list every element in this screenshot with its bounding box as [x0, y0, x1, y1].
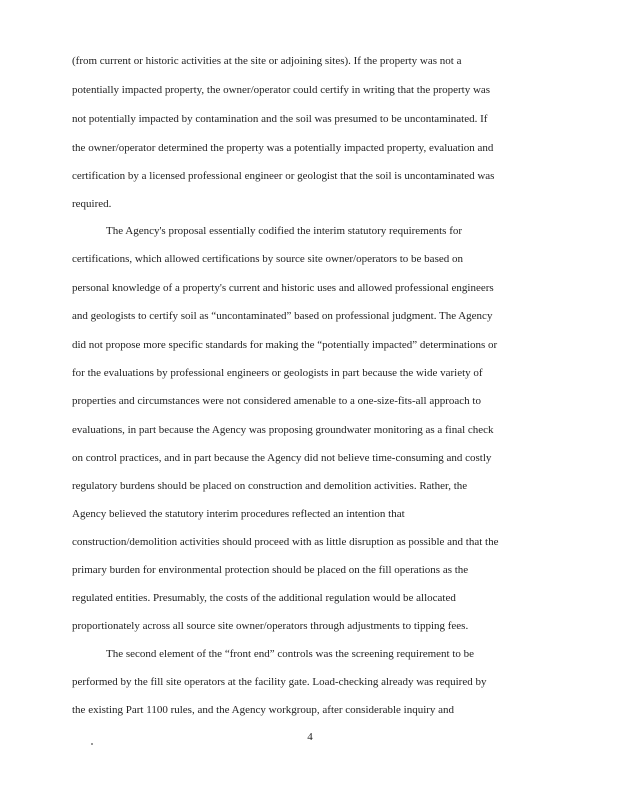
text-line: potentially impacted property, the owner/operator could certify in writing that the property was	[72, 84, 491, 96]
text-line: the existing Part 1100 rules, and the Agency workgroup, after considerable inquiry and	[72, 704, 455, 716]
text-line: did not propose more specific standards for making the “potentially impacted” determinations or	[72, 339, 498, 351]
text-line: regulatory burdens should be placed on construction and demolition activities. Rather, the	[72, 480, 468, 492]
text-line: certification by a licensed professional engineer or geologist that the soil is uncontaminated was	[72, 170, 495, 182]
text-line: (from current or historic activities at the site or adjoining sites). If the property was not a	[72, 55, 462, 67]
text-line: on control practices, and in part because the Agency did not believe time-consuming and costly	[72, 452, 492, 464]
scan-speck	[91, 743, 93, 745]
text-line: The second element of the “front end” controls was the screening requirement to be	[106, 648, 475, 660]
text-line: required.	[72, 198, 112, 210]
text-line: for the evaluations by professional engineers or geologists in part because the wide variety of	[72, 367, 483, 379]
text-line: personal knowledge of a property's current and historic uses and allowed professional engineers	[72, 282, 494, 294]
text-line: certifications, which allowed certifications by source site owner/operators to be based on	[72, 253, 463, 265]
text-line: proportionately across all source site owner/operators through adjustments to tipping fees.	[72, 620, 469, 632]
text-line: the owner/operator determined the property was a potentially impacted property, evaluation and	[72, 142, 494, 154]
text-line: and geologists to certify soil as “uncontaminated” based on professional judgment. The Agency	[72, 310, 493, 322]
page-number: 4	[307, 731, 313, 743]
text-line: Agency believed the statutory interim procedures reflected an intention that	[72, 508, 405, 520]
text-line: primary burden for environmental protection should be placed on the fill operations as the	[72, 564, 469, 576]
text-line: not potentially impacted by contamination and the soil was presumed to be uncontaminated. If	[72, 113, 488, 125]
text-line: construction/demolition activities should proceed with as little disruption as possible and that the	[72, 536, 499, 548]
text-line: properties and circumstances were not considered amenable to a one-size-fits-all approach to	[72, 395, 481, 407]
text-line: The Agency's proposal essentially codified the interim statutory requirements for	[106, 225, 463, 237]
text-line: evaluations, in part because the Agency was proposing groundwater monitoring as a final check	[72, 424, 494, 436]
text-line: regulated entities. Presumably, the costs of the additional regulation would be allocated	[72, 592, 456, 604]
text-line: performed by the fill site operators at the facility gate. Load-checking already was required by	[72, 676, 487, 688]
